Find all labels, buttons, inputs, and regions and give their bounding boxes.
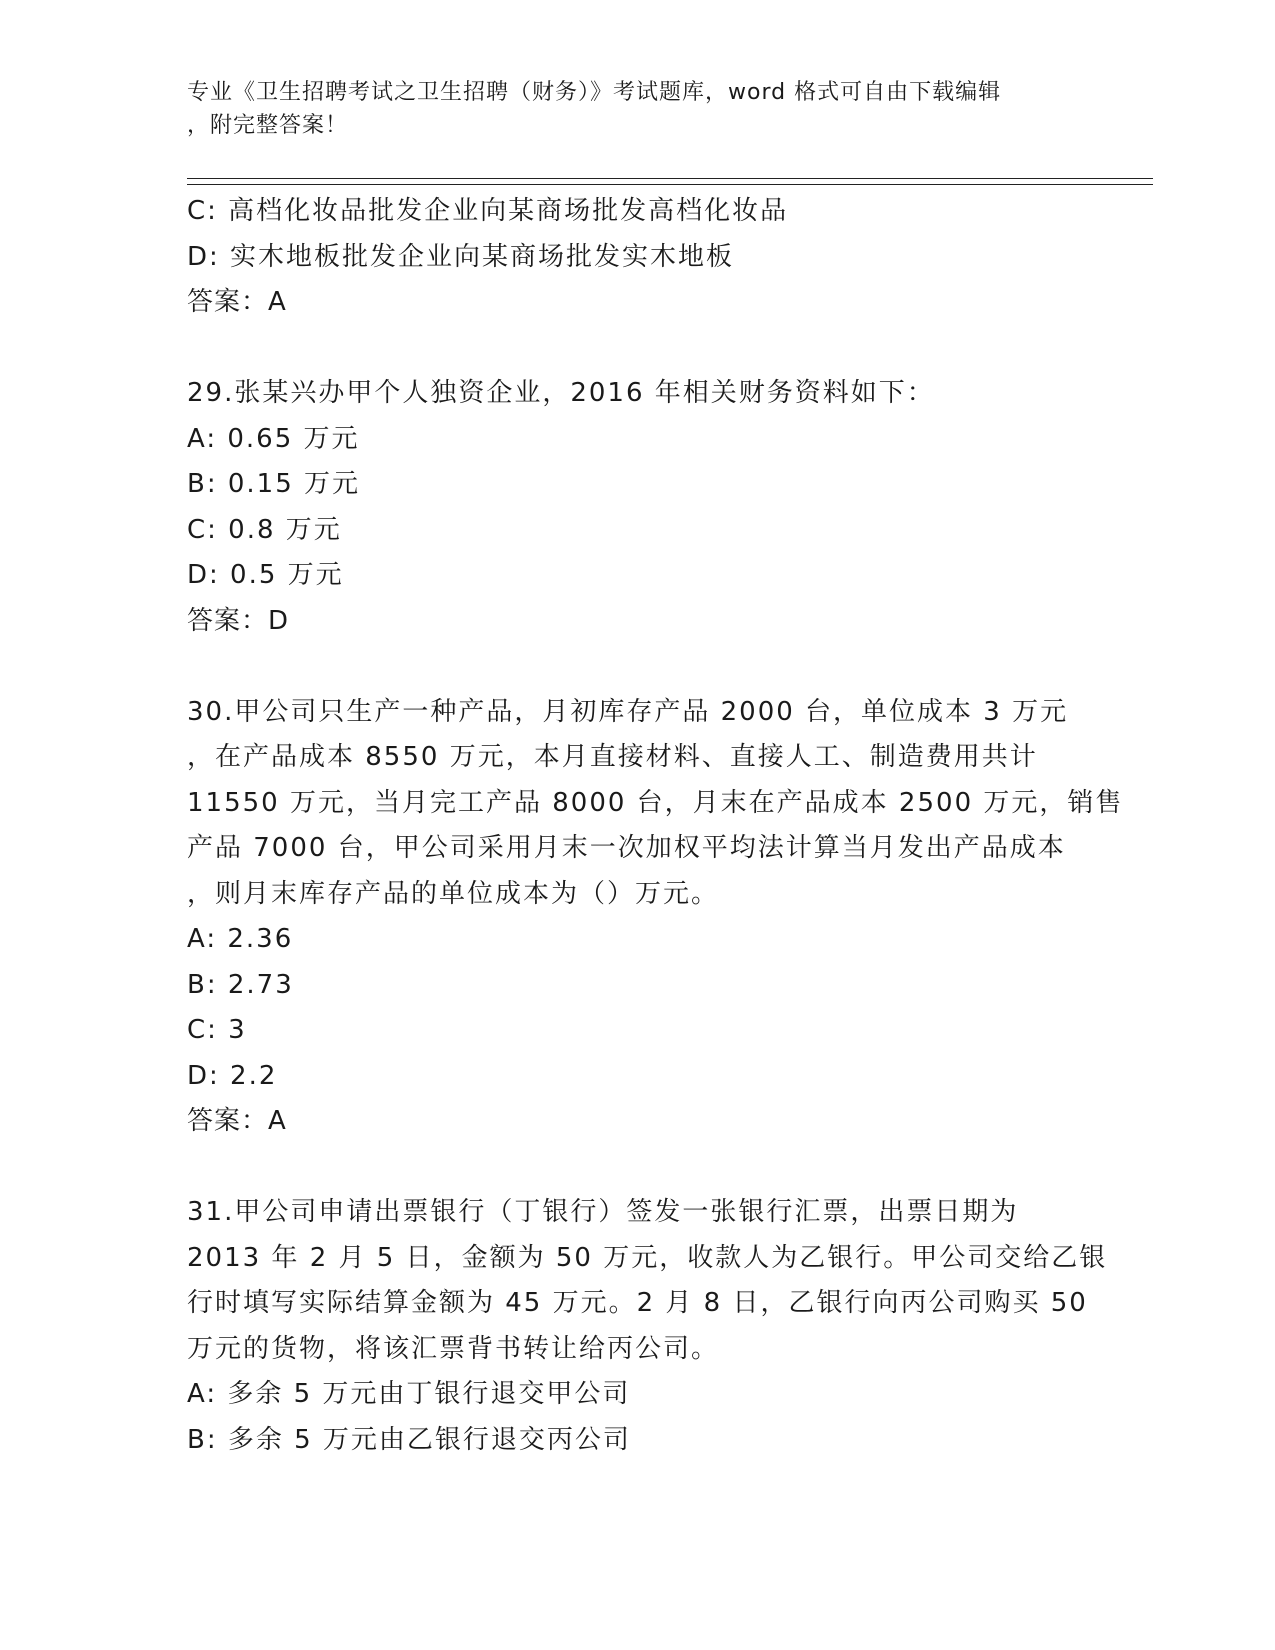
option-d: D: 0.5 万元	[187, 560, 344, 590]
question-28	[187, 189, 1087, 326]
question-stem-line: 行时填写实际结算金额为 45 万元。2 月 8 日，乙银行向丙公司购买 50	[187, 1288, 1088, 1318]
question-stem-line: ，在产品成本 8550 万元，本月直接材料、直接人工、制造费用共计	[187, 742, 1038, 772]
question-stem-line: 11550 万元，当月完工产品 8000 台，月末在产品成本 2500 万元，销售	[187, 787, 1124, 818]
option-d: D: 2.2	[187, 1060, 278, 1091]
question-stem-line: ，则月末库存产品的单位成本为（）万元。	[187, 878, 720, 909]
spacer	[187, 644, 1087, 690]
question-31	[187, 1190, 1108, 1463]
question-stem-line: 万元的货物，将该汇票背书转让给丙公司。	[187, 1333, 720, 1364]
option-c: C: 0.8 万元	[187, 514, 342, 545]
question-stem: 29.张某兴办甲个人独资企业，2016 年相关财务资料如下：	[187, 378, 935, 408]
header-divider-thick	[187, 178, 1153, 179]
question-29	[187, 371, 1087, 644]
answer: 答案：A	[187, 1106, 287, 1136]
question-stem-line: 2013 年 2 月 5 日，金额为 50 万元，收款人为乙银行。甲公司交给乙银	[187, 1242, 1108, 1273]
option-b: B: 2.73	[187, 969, 294, 1000]
question-stem-line: 31.甲公司申请出票银行（丁银行）签发一张银行汇票，出票日期为	[187, 1197, 1019, 1227]
option-b: B: 0.15 万元	[187, 469, 361, 499]
option-c: C: 高档化妆品批发企业向某商场批发高档化妆品	[187, 196, 789, 226]
option-d: D: 实木地板批发企业向某商场批发实木地板	[187, 241, 735, 272]
document-header	[187, 76, 1067, 142]
header-title-line-continued: ，附完整答案！	[187, 113, 349, 138]
question-list	[187, 189, 1124, 1463]
header-title-line: 专业《卫生招聘考试之卫生招聘（财务）》考试题库，word 格式可自由下载编辑	[187, 80, 1002, 105]
option-b: B: 多余 5 万元由乙银行退交丙公司	[187, 1424, 631, 1455]
option-a: A: 多余 5 万元由丁银行退交甲公司	[187, 1379, 631, 1409]
question-30	[187, 690, 1124, 1145]
header-divider-thin	[187, 184, 1153, 185]
spacer	[187, 1145, 1087, 1191]
question-stem-line: 30.甲公司只生产一种产品，月初库存产品 2000 台，单位成本 3 万元	[187, 696, 1069, 727]
answer: 答案：A	[187, 287, 287, 317]
question-stem-line: 产品 7000 台，甲公司采用月末一次加权平均法计算当月发出产品成本	[187, 833, 1066, 863]
option-a: A: 2.36	[187, 924, 294, 954]
spacer	[187, 326, 1087, 372]
answer: 答案：D	[187, 605, 290, 636]
option-c: C: 3	[187, 1015, 247, 1045]
option-a: A: 0.65 万元	[187, 423, 360, 454]
